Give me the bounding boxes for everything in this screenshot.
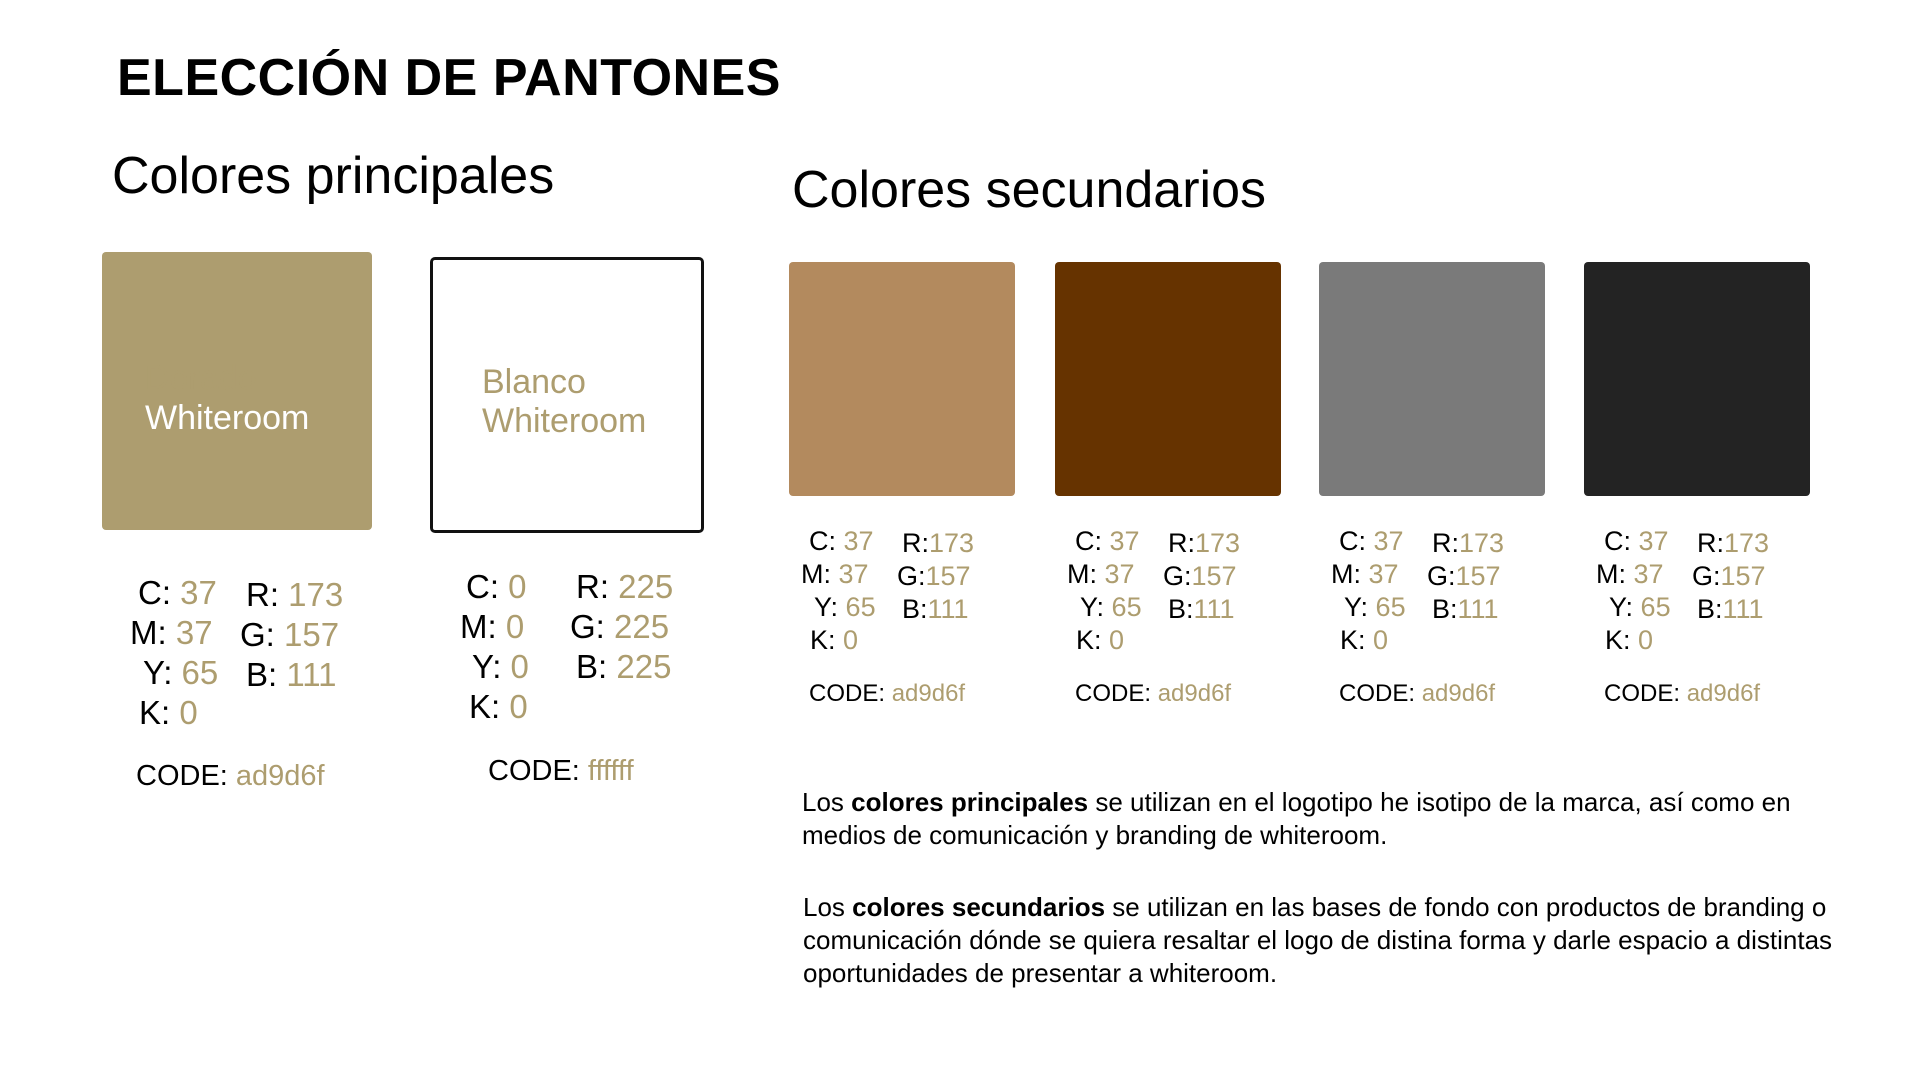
paragraph-secondary	[803, 891, 1848, 990]
label-g: G:	[1163, 561, 1192, 591]
value-m: 0	[505, 608, 525, 645]
label-c: C:	[1339, 526, 1366, 556]
label-k: K:	[1340, 625, 1366, 655]
swatch-secondary-2-code	[1075, 680, 1231, 708]
value-g: 225	[614, 608, 670, 645]
value-b: 111	[1193, 594, 1235, 624]
swatch-secondary-2-c	[1075, 526, 1140, 557]
swatch-secondary-1	[789, 262, 1015, 496]
label-r: R:	[902, 528, 929, 558]
label-y: Y:	[814, 592, 839, 622]
p1-prefix: Los	[802, 787, 852, 817]
label-r: R:	[1697, 528, 1724, 558]
primary-colors-heading: Colores principales	[112, 147, 555, 205]
label-g: G:	[1692, 561, 1721, 591]
value-m: 37	[838, 559, 869, 589]
code-value: ad9d6f	[891, 680, 966, 707]
label-c: C:	[138, 574, 171, 611]
value-m: 37	[1368, 559, 1399, 589]
code-label: CODE:	[1075, 680, 1152, 707]
value-c: 37	[1109, 526, 1140, 556]
value-g: 157	[1720, 561, 1766, 591]
value-r: 173	[1195, 528, 1241, 558]
value-y: 65	[845, 592, 876, 622]
label-r: R:	[576, 568, 609, 605]
swatch-secondary-1-m	[801, 559, 869, 590]
value-g: 157	[1455, 561, 1501, 591]
label-b: B:	[576, 648, 608, 685]
secondary-colors-heading: Colores secundarios	[792, 161, 1267, 219]
swatch-blanco-name-line2: Whiteroom	[482, 402, 647, 440]
label-k: K:	[469, 688, 501, 725]
value-r: 173	[1459, 528, 1505, 558]
value-b: 111	[1457, 594, 1499, 624]
swatch-secondary-2-b	[1168, 594, 1235, 625]
label-g: G:	[570, 608, 605, 645]
swatch-secondary-2-g	[1163, 561, 1237, 592]
value-b: 111	[927, 594, 969, 624]
value-y: 0	[510, 648, 529, 685]
label-m: M:	[460, 608, 497, 645]
label-y: Y:	[1344, 592, 1369, 622]
value-k: 0	[1638, 625, 1654, 655]
code-value: ad9d6f	[1421, 680, 1496, 707]
value-b: 111	[286, 656, 337, 693]
value-y: 65	[1640, 592, 1671, 622]
label-b: B:	[1697, 594, 1723, 624]
swatch-secondary-1-c	[809, 526, 874, 557]
swatch-blanco-name-line1: Blanco	[482, 363, 586, 401]
code-value: ad9d6f	[1686, 680, 1761, 707]
p1-rest: se utilizan en el logotipo he isotipo de la marca, así como en medios de comunicación y branding de whiteroom.	[802, 787, 1791, 850]
swatch-secondary-4	[1584, 262, 1810, 496]
value-c: 37	[1373, 526, 1404, 556]
value-c: 37	[1638, 526, 1669, 556]
label-k: K:	[1605, 625, 1631, 655]
label-g: G:	[1427, 561, 1456, 591]
value-y: 65	[1111, 592, 1142, 622]
swatch-secondary-2-k	[1076, 625, 1124, 656]
value-c: 0	[508, 568, 527, 605]
swatch-dorado-name-line1: Dorado	[145, 359, 257, 397]
swatch-secondary-1-g	[897, 561, 971, 592]
label-r: R:	[246, 576, 279, 613]
value-c: 37	[843, 526, 874, 556]
swatch-secondary-1-k	[810, 625, 858, 656]
swatch-secondary-4-m	[1596, 559, 1664, 590]
swatch-secondary-1-b	[902, 594, 969, 625]
value-k: 0	[1109, 625, 1125, 655]
code-label: CODE:	[488, 755, 580, 787]
value-c: 37	[180, 574, 217, 611]
label-r: R:	[1432, 528, 1459, 558]
paragraph-primary	[802, 786, 1832, 852]
label-g: G:	[240, 616, 275, 653]
value-g: 157	[284, 616, 340, 653]
code-value: ad9d6f	[1157, 680, 1232, 707]
swatch-secondary-3-code	[1339, 680, 1495, 708]
swatch-secondary-4-r	[1697, 528, 1769, 559]
label-m: M:	[130, 614, 167, 651]
code-label: CODE:	[1339, 680, 1416, 707]
p2-rest: se utilizan en las bases de fondo con productos de branding o comunicación dónde se quiera resaltar el logo de distina forma y darle espacio a distintas oportunidades de presentar a whiteroom.	[803, 892, 1833, 988]
code-label: CODE:	[1604, 680, 1681, 707]
swatch-secondary-4-c	[1604, 526, 1669, 557]
label-y: Y:	[1080, 592, 1105, 622]
value-g: 157	[925, 561, 971, 591]
code-value: ffffff	[587, 755, 634, 787]
value-k: 0	[179, 694, 198, 731]
value-y: 65	[181, 654, 219, 691]
label-y: Y:	[472, 648, 502, 685]
value-k: 0	[509, 688, 528, 725]
code-label: CODE:	[136, 760, 228, 792]
label-k: K:	[139, 694, 171, 731]
label-y: Y:	[1609, 592, 1634, 622]
swatch-secondary-4-code	[1604, 680, 1760, 708]
label-g: G:	[897, 561, 926, 591]
value-k: 0	[1373, 625, 1389, 655]
swatch-secondary-3-k	[1340, 625, 1388, 656]
value-r: 173	[1724, 528, 1770, 558]
swatch-secondary-3	[1319, 262, 1545, 496]
value-r: 173	[929, 528, 975, 558]
value-y: 65	[1375, 592, 1406, 622]
page-title: ELECCIÓN DE PANTONES	[117, 49, 781, 107]
value-g: 157	[1191, 561, 1237, 591]
swatch-secondary-3-r	[1432, 528, 1504, 559]
value-k: 0	[843, 625, 859, 655]
value-b: 111	[1722, 594, 1764, 624]
swatch-dorado-name-line2: Whiteroom	[145, 399, 310, 437]
swatch-secondary-3-b	[1432, 594, 1499, 625]
label-m: M:	[1331, 559, 1361, 589]
swatch-secondary-1-y	[814, 592, 876, 623]
label-m: M:	[1596, 559, 1626, 589]
value-b: 225	[616, 648, 672, 685]
code-blanco	[488, 755, 634, 788]
swatch-secondary-4-y	[1609, 592, 1671, 623]
code-dorado	[136, 760, 325, 793]
swatch-secondary-3-y	[1344, 592, 1406, 623]
value-m: 37	[175, 614, 213, 651]
swatch-secondary-1-code	[809, 680, 965, 708]
label-b: B:	[902, 594, 928, 624]
label-m: M:	[801, 559, 831, 589]
label-b: B:	[246, 656, 278, 693]
swatch-secondary-2-m	[1067, 559, 1135, 590]
value-r: 225	[618, 568, 674, 605]
swatch-secondary-2-r	[1168, 528, 1240, 559]
swatch-secondary-2	[1055, 262, 1281, 496]
swatch-secondary-3-m	[1331, 559, 1399, 590]
p2-prefix: Los	[803, 892, 853, 922]
label-y: Y:	[143, 654, 173, 691]
p2-bold: colores secundarios	[852, 892, 1106, 922]
label-c: C:	[1075, 526, 1102, 556]
swatch-secondary-3-g	[1427, 561, 1501, 592]
label-c: C:	[1604, 526, 1631, 556]
code-label: CODE:	[809, 680, 886, 707]
value-r: 173	[288, 576, 344, 613]
label-r: R:	[1168, 528, 1195, 558]
label-b: B:	[1168, 594, 1194, 624]
swatch-secondary-4-b	[1697, 594, 1764, 625]
swatch-secondary-3-c	[1339, 526, 1404, 557]
label-c: C:	[466, 568, 499, 605]
label-k: K:	[810, 625, 836, 655]
p1-bold: colores principales	[851, 787, 1089, 817]
label-k: K:	[1076, 625, 1102, 655]
swatch-secondary-4-g	[1692, 561, 1766, 592]
swatch-secondary-2-y	[1080, 592, 1142, 623]
swatch-secondary-1-r	[902, 528, 974, 559]
value-m: 37	[1104, 559, 1135, 589]
label-m: M:	[1067, 559, 1097, 589]
code-value: ad9d6f	[235, 760, 325, 792]
label-c: C:	[809, 526, 836, 556]
swatch-secondary-4-k	[1605, 625, 1653, 656]
value-m: 37	[1633, 559, 1664, 589]
label-b: B:	[1432, 594, 1458, 624]
